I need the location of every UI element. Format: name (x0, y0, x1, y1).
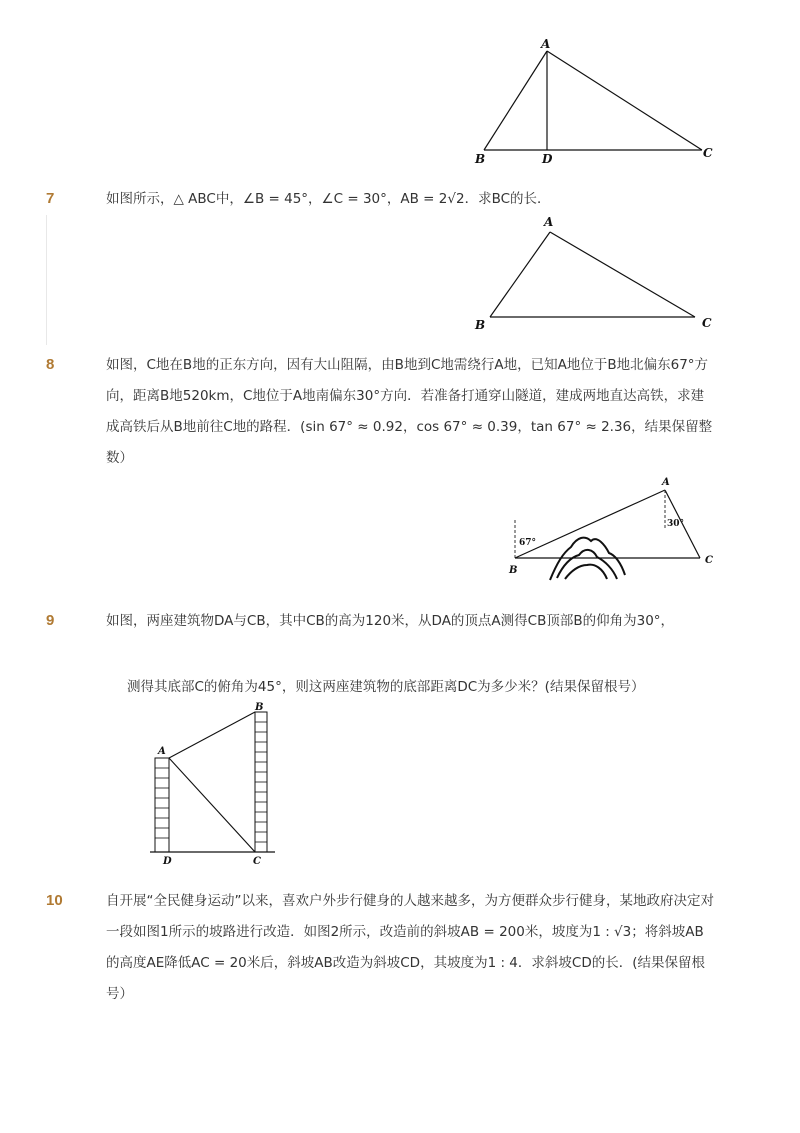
label-c: C (703, 146, 713, 160)
question-number-10: 10 (46, 892, 63, 909)
mountain-shape (550, 538, 625, 580)
label-b: B (475, 318, 486, 332)
label-b: B (475, 152, 486, 166)
side-ba (515, 490, 665, 558)
q9-buildings-figure (145, 700, 285, 870)
q7-side-rule (46, 215, 47, 345)
side-ab (490, 232, 550, 317)
question-number-8: 8 (46, 356, 55, 373)
label-d: D (163, 856, 172, 867)
question-number-7: 7 (46, 190, 55, 207)
side-ac (547, 51, 702, 150)
label-d: D (542, 152, 553, 166)
label-a: A (158, 746, 166, 757)
side-ab (484, 51, 547, 150)
side-ac (550, 232, 695, 317)
label-a: A (544, 215, 554, 229)
label-b: B (255, 702, 264, 713)
building-da-floors (155, 768, 169, 838)
label-c: C (702, 316, 712, 330)
label-a: A (541, 37, 551, 51)
sight-line-ab (169, 712, 255, 758)
label-c: C (705, 555, 713, 566)
question-9-text-continued: 测得其底部C的俯角为45°，则这两座建筑物的底部距离DC为多少米？(结果保留根号） (127, 679, 645, 695)
question-9-text: 如图，两座建筑物DA与CB，其中CB的高为120米，从DA的顶点A测得CB顶部B的仰角为30°， (106, 613, 675, 629)
angle-30-label: 30° (667, 519, 685, 529)
question-7-text: 如图所示，△ ABC中，∠B = 45°，∠C = 30°，AB = 2√2．求BC的长． (106, 191, 551, 207)
top-triangle-figure (470, 35, 720, 170)
question-10-text: 自开展“全民健身运动”以来，喜欢户外步行健身的人越来越多，为方便群众步行健身，某地政府决定对一段如图1所示的坡路进行改造．如图2所示，改造前的斜坡AB = 200米，坡度为1 : √3；将斜坡AB的高度AE降低AC = 20米后，斜坡AB改造为斜坡CD，其坡度为1 : 4．求斜坡CD的长．(结果保留根号） (106, 893, 714, 1002)
sight-line-ac (169, 758, 255, 852)
angle-67-label: 67° (519, 538, 537, 548)
building-cb-floors (255, 722, 267, 842)
label-b: B (509, 565, 518, 576)
label-a: A (662, 477, 670, 488)
question-8-text: 如图，C地在B地的正东方向，因有大山阻隔，由B地到C地需绕行A地，已知A地位于B地北偏东67°方向，距离B地520km，C地位于A地南偏东30°方向．若准备打通穿山隧道，建成两地直达高铁，求建成高铁后从B地前往C地的路程．(sin 67° ≈ 0.92，cos 67° ≈ 0.39，tan 67° ≈ 2.36，结果保留整数） (106, 357, 713, 466)
q7-triangle-figure (470, 212, 720, 337)
label-c: C (253, 856, 261, 867)
q8-mountain-figure (505, 475, 720, 585)
question-number-9: 9 (46, 612, 55, 629)
